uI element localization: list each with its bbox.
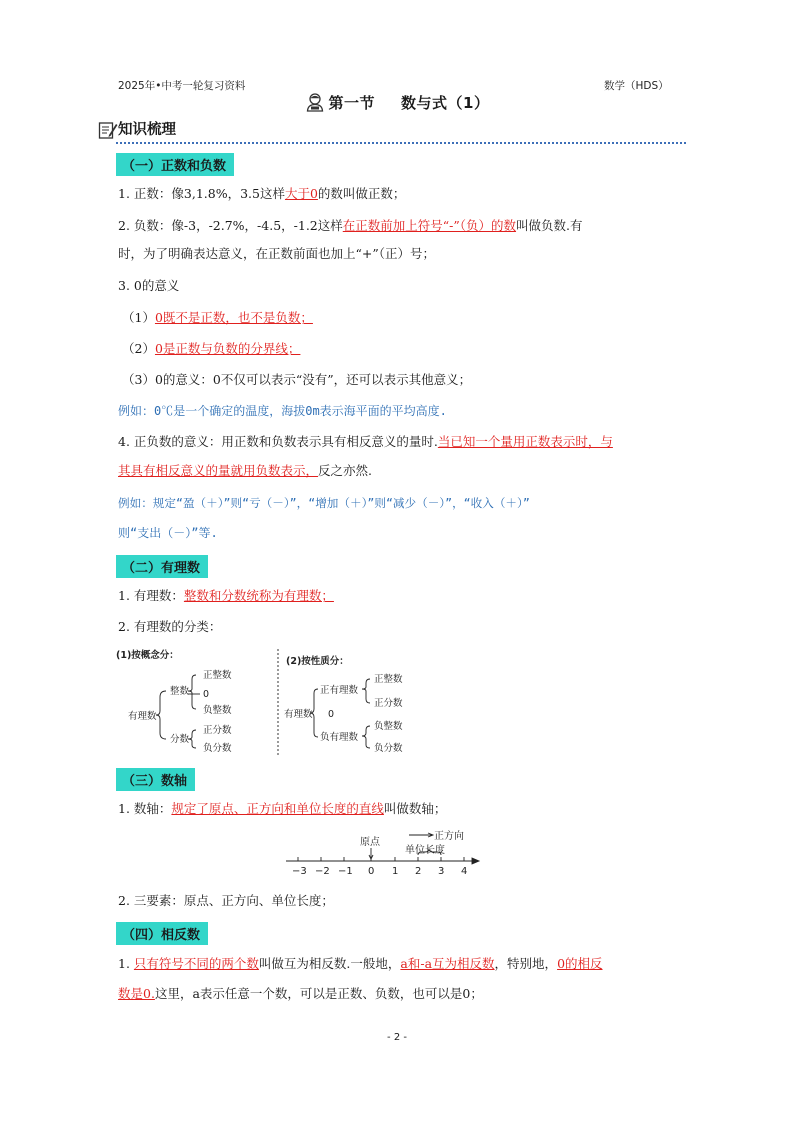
answer: 规定了原点、正方向和单位长度的直线 [171,801,384,816]
section-heading: 知识梳理 [118,122,176,138]
text: 1. 有理数： [118,588,184,603]
s3-line-1 [118,801,446,817]
fig-fraction: 分数 [170,734,190,745]
title-part2: 数与式（1） [401,94,490,112]
page-number: - 2 - [387,1032,407,1043]
fig-brace [188,675,196,709]
fig-pos-frac-right: 正分数 [374,698,403,709]
fig-right-root: 有理数 [284,709,313,720]
s1-line-7 [118,434,613,450]
axis-unit-label: 单位长度 [405,845,445,856]
s1-line-4 [122,310,313,326]
chip-rational-numbers: （二）有理数 [116,555,208,578]
answer: 当已知一个量用正数表示时，与 [437,434,613,449]
fig-right-title: (2)按性质分： [286,656,349,667]
student-avatar-icon [305,92,325,112]
fig-integer: 整数 [170,686,190,697]
s1-line-2b: 时，为了明确表达意义，在正数前面也加上“+”（正）号； [118,246,436,261]
s1-example-1: 例如：0℃是一个确定的温度，海拔0m表示海平面的平均高度. [118,404,447,418]
fig-brace [362,726,370,748]
title-part1: 第一节 [328,94,376,112]
text: 的数叫做正数； [317,186,406,201]
header-left: 2025年•中考一轮复习资料 [118,80,246,92]
tick-label: 4 [461,866,468,877]
fig-pos-int: 正整数 [203,670,232,681]
answer: 0的相反 [557,956,603,971]
s1-line-6: （3）0的意义：0不仅可以表示“没有”，还可以表示其他意义； [122,372,472,387]
fig-brace [362,679,370,703]
answer: 数是0. [118,986,155,1001]
text: 1. [118,956,134,971]
answer: 在正数前加上符号“-”（负）的数 [342,218,517,233]
text: 反之亦然. [318,463,372,478]
section-divider [116,142,686,144]
answer: 只有符号不同的两个数 [133,956,259,971]
fig-pos-int-right: 正整数 [374,674,403,685]
tick-label: 1 [392,866,399,877]
s1-line-3: 3. 0的意义 [118,278,180,293]
fig-brace [310,689,318,737]
header-right: 数学（HDS） [604,80,669,92]
axis-origin-label: 原点 [360,837,380,848]
fig-pos-frac-left: 正分数 [203,725,232,736]
fig-neg-int: 负整数 [203,705,232,716]
text: 叫做互为相反数.一般地， [258,956,401,971]
fig-brace [156,691,166,739]
s1-line-1 [118,186,405,202]
s4-line-1b [118,986,483,1002]
answer: a和-a互为相反数 [400,956,495,971]
tick-label: 3 [438,866,445,877]
text: 1. 数轴： [118,801,172,816]
chip-number-line: （三）数轴 [116,768,195,791]
s1-line-2 [118,218,583,234]
text: （1） [122,310,155,325]
answer: 整数和分数统称为有理数； [183,588,334,603]
fig-neg-frac-right: 负分数 [374,743,403,754]
s2-line-2: 2. 有理数的分类： [118,619,222,634]
notebook-pencil-icon [98,120,118,140]
axis-arrowhead [472,858,479,864]
text: 2. 负数：像-3，-2.7%，-4.5，-1.2这样 [118,218,343,233]
text: ，特别地， [494,956,558,971]
answer: 0既不是正数，也不是负数； [154,310,313,325]
tick-label: 0 [368,866,375,877]
s1-line-7b [118,463,372,479]
text: （2） [122,341,155,356]
answer: 其具有相反意义的量就用负数表示， [118,463,319,478]
s1-line-5 [122,341,300,357]
text: 这里，a表示任意一个数，可以是正数、负数，也可以是0； [154,986,483,1001]
tick-label: −2 [315,866,330,877]
s4-line-1 [118,956,603,972]
s1-example-2b: 则“支出（－）”等. [118,526,218,540]
s1-example-2: 例如：规定“盈（＋）”则“亏（－）”，“增加（＋）”则“减少（－）”，“收入（＋）” [118,496,530,510]
fig-pos-rat: 正有理数 [320,685,359,696]
s3-line-2: 2. 三要素：原点、正方向、单位长度； [118,893,334,908]
fig-neg-frac-left: 负分数 [203,743,232,754]
text: 4. 正负数的意义：用正数和负数表示具有相反意义的量时. [118,434,438,449]
fig-zero-right: 0 [328,709,335,720]
tick-label: −3 [292,866,307,877]
fig-zero-left: 0 [203,689,210,700]
text: 叫做负数.有 [516,218,583,233]
axis-direction-label: 正方向 [434,831,464,842]
answer: 0是正数与负数的分界线； [154,341,301,356]
number-line-figure [282,824,486,880]
page-title [0,92,794,113]
fig-left-root: 有理数 [128,711,157,722]
fig-brace [188,730,196,748]
answer: 大于0 [284,186,318,201]
s2-line-1 [118,588,334,604]
fig-left-title: (1)按概念分： [116,650,179,661]
text: 叫做数轴； [383,801,447,816]
text: 1. 正数：像3,1.8%，3.5这样 [118,186,285,201]
classification-figure [112,645,452,760]
chip-opposite-numbers: （四）相反数 [116,922,208,945]
chip-positive-negative: （一）正数和负数 [116,153,234,176]
fig-neg-int-right: 负整数 [374,721,403,732]
tick-label: 2 [415,866,422,877]
fig-neg-rat: 负有理数 [320,732,359,743]
tick-label: −1 [338,866,353,877]
